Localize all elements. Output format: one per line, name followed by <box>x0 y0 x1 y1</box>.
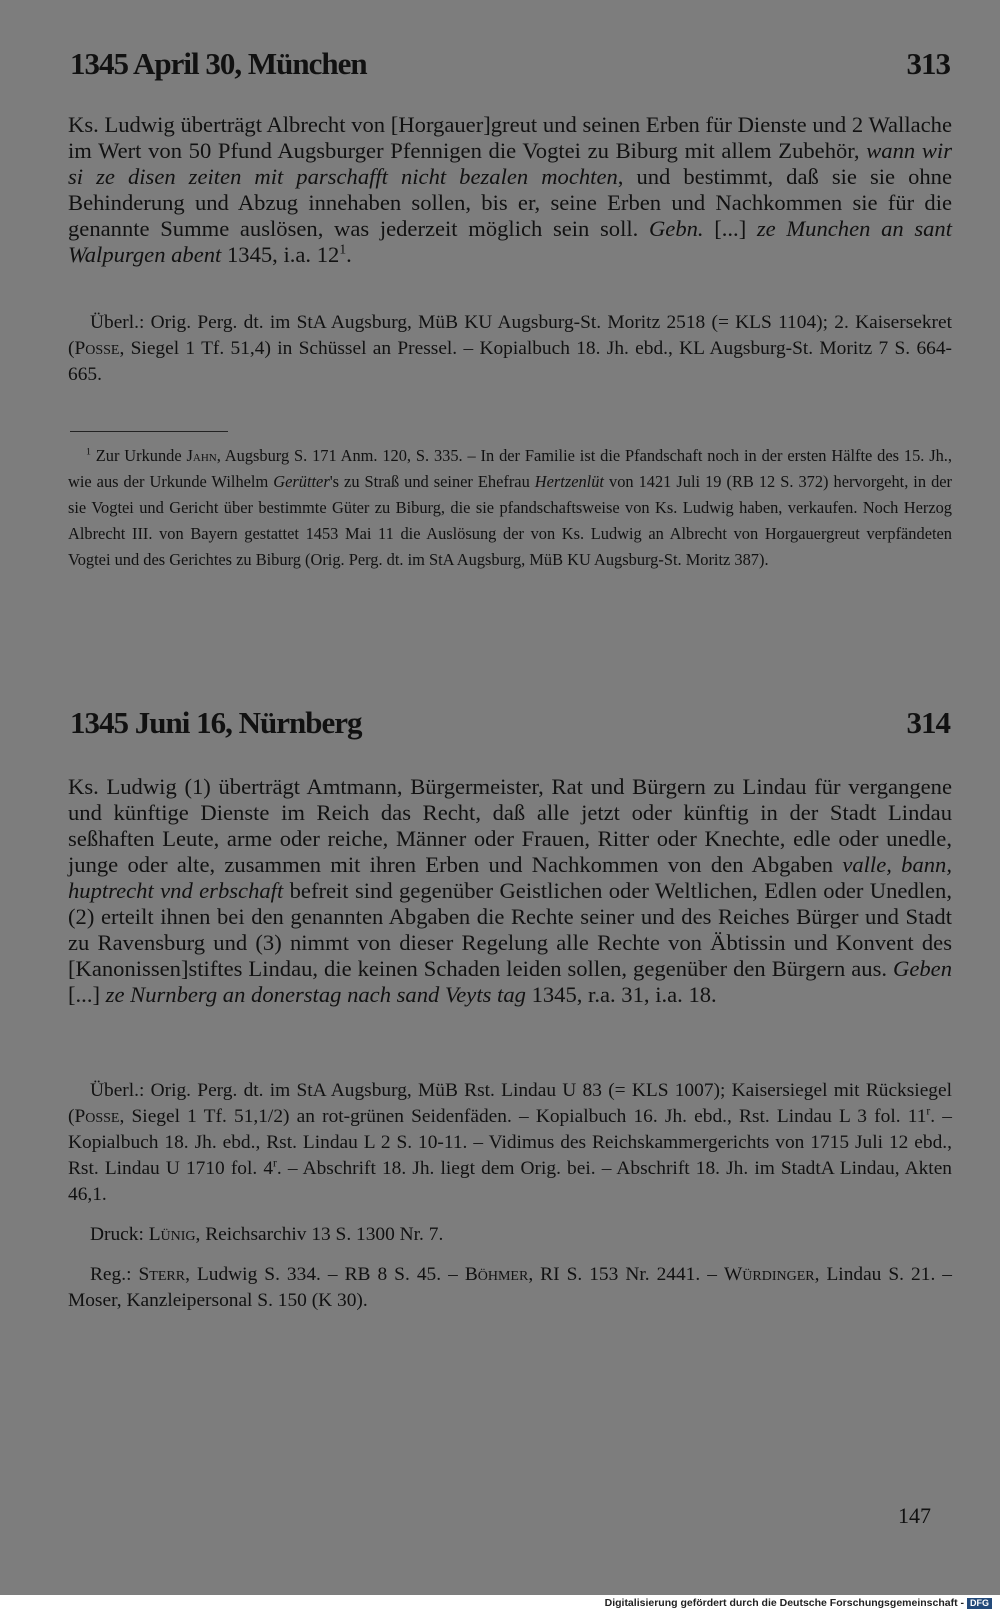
page-number: 147 <box>898 1503 931 1528</box>
entry-date-place: 1345 Juni 16, Nürnberg <box>70 705 362 740</box>
digitization-credit <box>605 1597 992 1609</box>
regest-314 <box>68 774 952 1008</box>
regest-quote: valle, bann, huptrecht vnd erbschaft <box>68 852 952 903</box>
regest-text: Ks. Ludwig überträgt Albrecht von [Horgauer]greut und seinen Erben für Dienste und 2 Wallache im Wert von 50 Pfund Augsburger Pfennigen die Vogtei zu Biburg mit allem Zubehör, <box>68 112 952 163</box>
footnote-text: 's zu Straß und seiner Ehefrau <box>329 472 535 491</box>
uberl-text: Überl.: Orig. Perg. dt. im StA Augsburg, MüB KU Augsburg-St. Moritz 2518 (= KLS 1104); 2. Kaisersekret ( <box>68 312 952 359</box>
regest-text: 1345, r.a. 31, i.a. 18. <box>525 982 717 1007</box>
regest-quote: ze Munchen an sant Walpurgen abent <box>68 216 952 267</box>
footnote-text: , Augsburg S. 171 Anm. 120, S. 335. – In der Familie ist die Pfandschaft noch in der ersten Hälfte des 15. Jh., wie aus der Urkunde Wilhelm <box>68 446 952 491</box>
uberl-text: , Siegel 1 Tf. 51,4) in Schüssel an Pressel. – Kopialbuch 18. Jh. ebd., KL Augsburg-St. Moritz 7 S. 664-665. <box>68 338 952 385</box>
entry-number: 313 <box>906 46 950 81</box>
entry-date-place: 1345 April 30, München <box>70 46 367 81</box>
footnote-divider <box>70 431 228 432</box>
regest-text: 1345, i.a. 12 <box>221 242 340 267</box>
reg-text: , Ludwig S. 334. – RB 8 S. 45. – <box>185 1264 465 1285</box>
druck-text: , Reichsarchiv 13 S. 1300 Nr. 7. <box>195 1224 444 1245</box>
footnote-name: Gerütter <box>273 472 330 491</box>
druck-text: Druck: <box>90 1224 149 1245</box>
author-name: Sterr <box>138 1264 186 1285</box>
footnote-1 <box>68 443 952 573</box>
dfg-logo: DFG <box>967 1598 992 1609</box>
regest-text: . <box>346 242 352 267</box>
notes-314 <box>68 1078 952 1328</box>
uberl-text: Überl.: Orig. Perg. dt. im StA Augsburg, MüB Rst. Lindau U 83 (= KLS 1007); Kaisersiegel mit Rücksiegel ( <box>68 1080 952 1127</box>
druck-314 <box>68 1222 952 1248</box>
regest-313 <box>68 112 952 268</box>
regest-text: [...] <box>703 216 757 241</box>
uberl-text: . – Kopialbuch 18. Jh. ebd., Rst. Lindau L 2 S. 10-11. – Vidimus des Reichskammergerichts von 1715 Juli 12 ebd., Rst. Lindau U 1710 fol. 4 <box>68 1106 952 1179</box>
author-name: Böhmer <box>464 1264 529 1285</box>
footnote-name: Hertzenlüt <box>534 472 604 491</box>
entry-number: 314 <box>906 705 950 740</box>
uberlieferung-314 <box>68 1078 952 1208</box>
uberl-text: , Siegel 1 Tf. 51,1/2) an rot-grünen Seidenfäden. – Kopialbuch 16. Jh. ebd., Rst. Lindau L 3 fol. 11 <box>119 1106 927 1127</box>
footnote-ref: 1 <box>339 241 347 257</box>
reg-text: , Lindau S. 21. – Moser, Kanzleipersonal S. 150 (K 30). <box>68 1264 952 1311</box>
entry-header-314 <box>70 705 950 741</box>
author-name: Jahn <box>186 446 217 465</box>
author-name: Posse <box>74 1106 120 1127</box>
regest-text: [...] <box>68 982 106 1007</box>
footnote-text: Zur Urkunde <box>90 446 187 465</box>
author-name: Lünig <box>148 1224 196 1245</box>
regest-text: befreit sind gegenüber Geistlichen oder Weltlichen, Edlen oder Unedlen, (2) erteilt ihnen bei den genannten Abgaben die Rechte seiner und des Reiches Bürger und Stadt zu Ravensburg und (3) nimmt von dieser Regelung alle Rechte von Äbtissin und Konvent des [Kanonissen]stiftes Lindau, die keinen Schaden leiden sollen, gegenüber den Bürgern aus. <box>68 878 952 981</box>
reg-text: , RI S. 153 Nr. 2441. – <box>528 1264 724 1285</box>
uberlieferung-313 <box>68 310 952 402</box>
superscript: r <box>273 1156 277 1170</box>
regest-quote: Geben <box>893 956 952 981</box>
regest-quote: wann wir si ze disen zeiten mit parschafft nicht bezalen mochten <box>68 138 952 189</box>
reg-text: Reg.: <box>90 1264 139 1285</box>
footnote-text: von 1421 Juli 19 (RB 12 S. 372) hervorgeht, in der sie Vogtei und Gericht über bestimmte Güter zu Biburg, die sie pfandschaftsweise von Ks. Ludwig haben, verkaufen. Noch Herzog Albrecht III. von Bayern gestattet 1453 Mai 11 die Auslösung der von Ks. Ludwig an Albrecht von Horgauergreut verpfändeten Vogtei und des Gerichtes zu Biburg (Orig. Perg. dt. im StA Augsburg, MüB KU Augsburg-St. Moritz 387). <box>68 472 952 569</box>
regest-text: Ks. Ludwig (1) überträgt Amtmann, Bürgermeister, Rat und Bürgern zu Lindau für vergangene und künftige Dienste im Reich das Recht, daß alle jetzt oder künftig in der Stadt Lindau seßhaften Leute, arme oder reiche, Männer oder Frauen, Ritter oder Knechte, edle oder unedle, junge oder alte, zusammen mit ihren Erben und Nachkommen von den Abgaben <box>68 774 952 877</box>
regesten-314 <box>68 1262 952 1314</box>
regest-quote: ze Nurnberg an donerstag nach sand Veyts tag <box>105 982 526 1007</box>
uberl-text: . – Abschrift 18. Jh. liegt dem Orig. bei. – Abschrift 18. Jh. im StadtA Lindau, Akten 46,1. <box>68 1158 952 1205</box>
regest-text: , und bestimmt, daß sie sie ohne Behinderung und Abzug innehaben sollen, bis er, seine Erben und Nachkommen sie für die genannte Summe auslösen, was jederzeit möglich sein soll. <box>68 164 952 241</box>
author-name: Posse <box>74 338 120 359</box>
regest-quote: Gebn. <box>648 216 704 241</box>
author-name: Würdinger <box>723 1264 815 1285</box>
credit-text: Digitalisierung gefördert durch die Deutsche Forschungsgemeinschaft - <box>604 1597 964 1609</box>
superscript: r <box>926 1104 931 1118</box>
footnote-mark: 1 <box>86 446 91 458</box>
entry-header-313 <box>70 46 950 82</box>
